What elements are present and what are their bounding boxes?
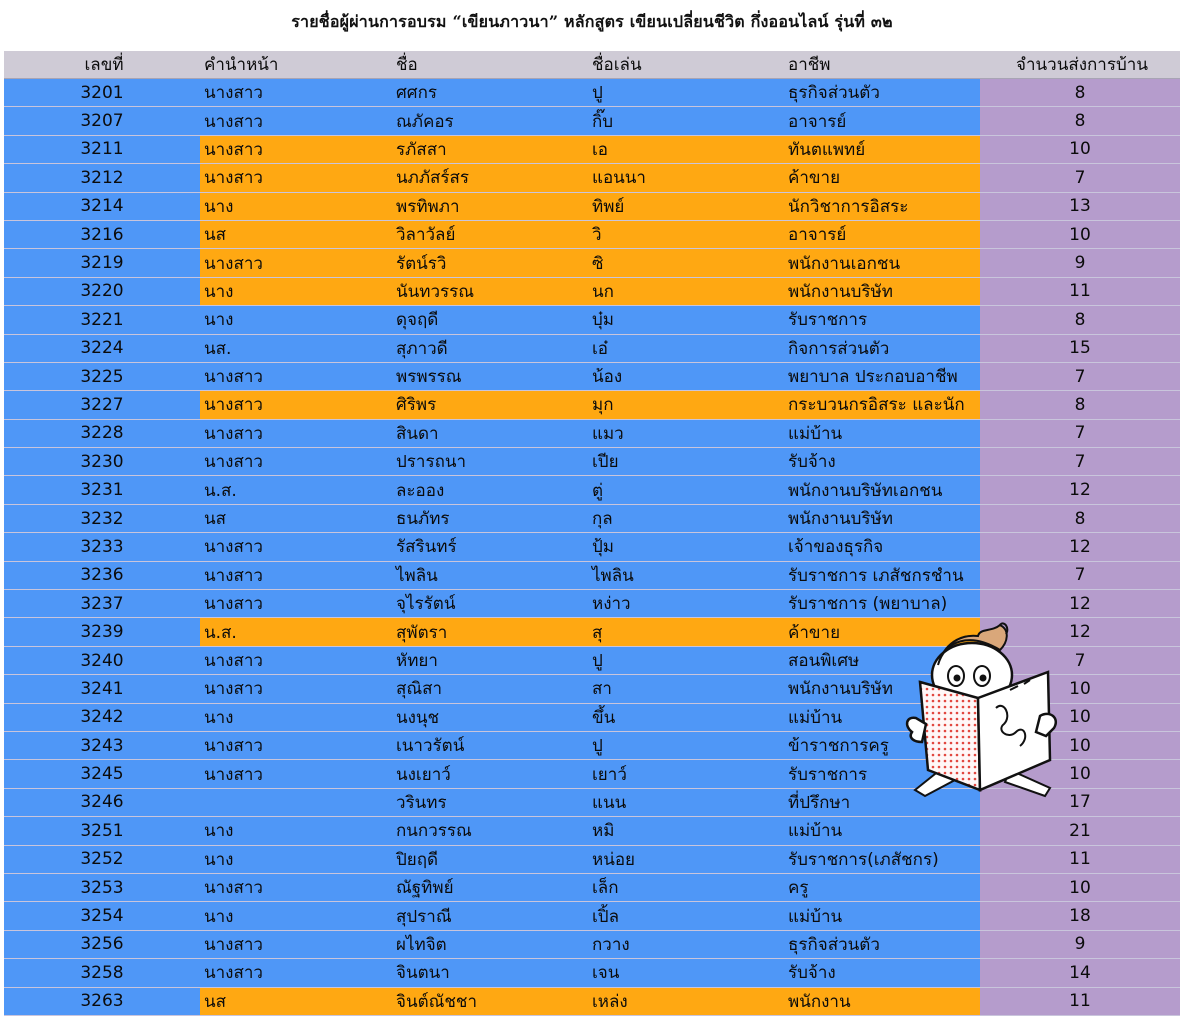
table-row[interactable] <box>4 845 1180 873</box>
cell-homework-count: 11 <box>980 277 1180 305</box>
cell-nickname: บุ๋ม <box>588 306 784 334</box>
cell-name: ไพลิน <box>392 561 588 589</box>
page-title: รายชื่อผู้ผ่านการอบรม “เขียนภาวนา” หลักสูตร เขียนเปลี่ยนชีวิต กึ่งออนไลน์ รุ่นที่ ๓๒ <box>291 12 893 31</box>
header-name[interactable]: ชื่อ <box>392 51 588 79</box>
cell-occupation: กระบวนกรอิสระ และนัก <box>784 391 980 419</box>
cell-occupation: แม่บ้าน <box>784 817 980 845</box>
cell-prefix: นางสาว <box>200 135 392 163</box>
cell-name: รภัสสา <box>392 135 588 163</box>
header-id[interactable]: เลขที่ <box>4 51 200 79</box>
cell-occupation: พนักงานบริษัทเอกชน <box>784 476 980 504</box>
cell-prefix: นางสาว <box>200 760 392 788</box>
cell-id: 3243 <box>4 731 200 759</box>
cell-occupation: ที่ปรึกษา <box>784 788 980 816</box>
cell-occupation: กิจการส่วนตัว <box>784 334 980 362</box>
cell-name: รัตน์รวิ <box>392 249 588 277</box>
cell-prefix: นางสาว <box>200 561 392 589</box>
cell-name: สินดา <box>392 419 588 447</box>
cell-prefix: นาง <box>200 703 392 731</box>
cell-id: 3212 <box>4 164 200 192</box>
table-row[interactable] <box>4 419 1180 447</box>
cell-name: กนกวรรณ <box>392 817 588 845</box>
cell-prefix: นาง <box>200 192 392 220</box>
cell-homework-count: 11 <box>980 845 1180 873</box>
cell-homework-count: 8 <box>980 107 1180 135</box>
cell-homework-count: 11 <box>980 987 1180 1015</box>
cell-prefix: นส <box>200 504 392 532</box>
cell-nickname: ปู <box>588 731 784 759</box>
cell-name: ละออง <box>392 476 588 504</box>
table-row[interactable] <box>4 79 1180 107</box>
cell-id: 3242 <box>4 703 200 731</box>
cell-homework-count: 7 <box>980 362 1180 390</box>
cell-nickname: เจน <box>588 959 784 987</box>
cell-nickname: เยาว์ <box>588 760 784 788</box>
cell-id: 3207 <box>4 107 200 135</box>
cell-name: พรทิพภา <box>392 192 588 220</box>
cell-homework-count: 7 <box>980 561 1180 589</box>
table-row[interactable] <box>4 391 1180 419</box>
cell-homework-count: 8 <box>980 391 1180 419</box>
cell-id: 3224 <box>4 334 200 362</box>
cell-homework-count: 7 <box>980 448 1180 476</box>
cell-nickname: หง่าว <box>588 590 784 618</box>
cell-name: ปิยฤดี <box>392 845 588 873</box>
table-row[interactable] <box>4 334 1180 362</box>
cell-name: สุณิสา <box>392 675 588 703</box>
cell-prefix: นาง <box>200 845 392 873</box>
cell-occupation: พนักงานบริษัท <box>784 277 980 305</box>
cell-prefix: นส <box>200 220 392 248</box>
cell-nickname: เอ <box>588 135 784 163</box>
participant-table <box>4 51 1180 1016</box>
cell-occupation: ค้าขาย <box>784 618 980 646</box>
cell-id: 3263 <box>4 987 200 1015</box>
cell-occupation: ธุรกิจส่วนตัว <box>784 79 980 107</box>
table-row[interactable] <box>4 902 1180 930</box>
cell-prefix: นางสาว <box>200 873 392 901</box>
cell-occupation: ครู <box>784 873 980 901</box>
table-row[interactable] <box>4 930 1180 958</box>
cell-prefix: นางสาว <box>200 249 392 277</box>
cell-occupation: ค้าขาย <box>784 164 980 192</box>
cell-id: 3240 <box>4 646 200 674</box>
cell-name: ธนภัทร <box>392 504 588 532</box>
table-row[interactable] <box>4 959 1180 987</box>
cell-nickname: ปุ้ม <box>588 533 784 561</box>
table-row[interactable] <box>4 504 1180 532</box>
cell-prefix: นาง <box>200 817 392 845</box>
cell-homework-count: 17 <box>980 788 1180 816</box>
cell-occupation: รับจ้าง <box>784 448 980 476</box>
cell-nickname: ขึ้น <box>588 703 784 731</box>
cell-homework-count: 9 <box>980 249 1180 277</box>
cell-name: ณภัคอร <box>392 107 588 135</box>
cell-id: 3231 <box>4 476 200 504</box>
cell-occupation: พนักงาน <box>784 987 980 1015</box>
cell-occupation: พนักงานเอกชน <box>784 249 980 277</box>
cell-prefix: นางสาว <box>200 675 392 703</box>
cell-homework-count: 12 <box>980 476 1180 504</box>
cell-occupation: รับจ้าง <box>784 959 980 987</box>
cell-nickname: เหล่ง <box>588 987 784 1015</box>
header-prefix[interactable]: คำนำหน้า <box>200 51 392 79</box>
cell-occupation: ทันตแพทย์ <box>784 135 980 163</box>
cell-id: 3233 <box>4 533 200 561</box>
cell-id: 3246 <box>4 788 200 816</box>
cell-nickname: ทิพย์ <box>588 192 784 220</box>
cell-prefix: นางสาว <box>200 164 392 192</box>
cell-nickname: ไพลิน <box>588 561 784 589</box>
table-row[interactable] <box>4 107 1180 135</box>
cell-occupation: อาจารย์ <box>784 220 980 248</box>
cell-nickname: สา <box>588 675 784 703</box>
cell-id: 3219 <box>4 249 200 277</box>
cell-name: ศิริพร <box>392 391 588 419</box>
cell-prefix: นางสาว <box>200 646 392 674</box>
cell-nickname: มุก <box>588 391 784 419</box>
cell-name: ปรารถนา <box>392 448 588 476</box>
cell-id: 3253 <box>4 873 200 901</box>
cell-id: 3228 <box>4 419 200 447</box>
cell-id: 3254 <box>4 902 200 930</box>
cell-nickname: วิ <box>588 220 784 248</box>
cell-prefix: นางสาว <box>200 959 392 987</box>
cell-occupation: รับราชการ (พยาบาล) <box>784 590 980 618</box>
cell-nickname: เปีย <box>588 448 784 476</box>
cell-id: 3241 <box>4 675 200 703</box>
cell-nickname: กวาง <box>588 930 784 958</box>
cell-nickname: ซิ <box>588 249 784 277</box>
cell-nickname: หมิ <box>588 817 784 845</box>
cell-homework-count: 8 <box>980 504 1180 532</box>
cell-homework-count: 18 <box>980 902 1180 930</box>
cell-prefix: นางสาว <box>200 731 392 759</box>
cell-homework-count: 10 <box>980 760 1180 788</box>
cell-name: วรินทร <box>392 788 588 816</box>
cell-prefix: นางสาว <box>200 391 392 419</box>
cell-name: เนาวรัตน์ <box>392 731 588 759</box>
cell-id: 3245 <box>4 760 200 788</box>
cell-occupation: รับราชการ <box>784 760 980 788</box>
cell-nickname: ปู <box>588 79 784 107</box>
cell-prefix: น.ส. <box>200 476 392 504</box>
cell-occupation: แม่บ้าน <box>784 703 980 731</box>
cell-name: ดุจฤดี <box>392 306 588 334</box>
cell-prefix: นาง <box>200 306 392 334</box>
cell-homework-count: 10 <box>980 135 1180 163</box>
table-row[interactable] <box>4 590 1180 618</box>
cell-prefix: น.ส. <box>200 618 392 646</box>
table-header-row <box>4 51 1180 79</box>
cell-homework-count: 7 <box>980 646 1180 674</box>
cell-name: จุไรรัตน์ <box>392 590 588 618</box>
reading-person-illustration <box>900 620 1070 800</box>
cell-id: 3225 <box>4 362 200 390</box>
cell-occupation: พนักงานบริษัท <box>784 504 980 532</box>
cell-id: 3220 <box>4 277 200 305</box>
cell-occupation: แม่บ้าน <box>784 902 980 930</box>
cell-occupation: แม่บ้าน <box>784 419 980 447</box>
header-occupation[interactable]: อาชีพ <box>784 51 980 79</box>
table-row[interactable] <box>4 135 1180 163</box>
cell-prefix: นางสาว <box>200 590 392 618</box>
cell-id: 3227 <box>4 391 200 419</box>
table-row[interactable] <box>4 533 1180 561</box>
cell-name: สุภาวดี <box>392 334 588 362</box>
cell-name: สุพัตรา <box>392 618 588 646</box>
cell-prefix: นางสาว <box>200 448 392 476</box>
cell-occupation: นักวิชาการอิสระ <box>784 192 980 220</box>
cell-prefix: นางสาว <box>200 419 392 447</box>
cell-id: 3258 <box>4 959 200 987</box>
cell-id: 3236 <box>4 561 200 589</box>
table-row[interactable] <box>4 448 1180 476</box>
table-row[interactable] <box>4 220 1180 248</box>
cell-prefix: นส <box>200 987 392 1015</box>
cell-occupation: พยาบาล ประกอบอาชีพ <box>784 362 980 390</box>
cell-id: 3256 <box>4 930 200 958</box>
cell-nickname: เปิ้ล <box>588 902 784 930</box>
cell-occupation: ข้าราชการครู <box>784 731 980 759</box>
cell-occupation: ธุรกิจส่วนตัว <box>784 930 980 958</box>
table-row[interactable] <box>4 362 1180 390</box>
table-row[interactable] <box>4 561 1180 589</box>
cell-name: สุปราณี <box>392 902 588 930</box>
cell-homework-count: 10 <box>980 731 1180 759</box>
table-row[interactable] <box>4 249 1180 277</box>
cell-id: 3216 <box>4 220 200 248</box>
cell-prefix: นางสาว <box>200 107 392 135</box>
cell-nickname: แอนนา <box>588 164 784 192</box>
cell-homework-count: 8 <box>980 306 1180 334</box>
cell-homework-count: 14 <box>980 959 1180 987</box>
cell-occupation: รับราชการ เภสัชกรชำน <box>784 561 980 589</box>
table-row[interactable] <box>4 277 1180 305</box>
cell-nickname: กิ๊บ <box>588 107 784 135</box>
cell-homework-count: 12 <box>980 618 1180 646</box>
header-nickname[interactable]: ชื่อเล่น <box>588 51 784 79</box>
cell-homework-count: 13 <box>980 192 1180 220</box>
cell-homework-count: 7 <box>980 419 1180 447</box>
cell-occupation: รับราชการ(เภสัชกร) <box>784 845 980 873</box>
cell-name: หัทยา <box>392 646 588 674</box>
table-row[interactable] <box>4 873 1180 901</box>
cell-id: 3232 <box>4 504 200 532</box>
cell-id: 3239 <box>4 618 200 646</box>
cell-nickname: หน่อย <box>588 845 784 873</box>
cell-prefix: นาง <box>200 277 392 305</box>
table-body <box>4 79 1180 1016</box>
cell-homework-count: 12 <box>980 533 1180 561</box>
cell-name: จินต์ณัชชา <box>392 987 588 1015</box>
table-row[interactable] <box>4 192 1180 220</box>
cell-name: นงเยาว์ <box>392 760 588 788</box>
cell-nickname: ปู <box>588 646 784 674</box>
cell-name: นันทวรรณ <box>392 277 588 305</box>
cell-occupation: อาจารย์ <box>784 107 980 135</box>
cell-name: รัสรินทร์ <box>392 533 588 561</box>
cell-homework-count: 12 <box>980 590 1180 618</box>
cell-occupation: พนักงานบริษัท <box>784 675 980 703</box>
cell-homework-count: 10 <box>980 220 1180 248</box>
cell-homework-count: 10 <box>980 873 1180 901</box>
cell-nickname: นก <box>588 277 784 305</box>
cell-name: ผไทจิต <box>392 930 588 958</box>
cell-id: 3221 <box>4 306 200 334</box>
table-row[interactable] <box>4 817 1180 845</box>
cell-name: วิลาวัลย์ <box>392 220 588 248</box>
cell-nickname: เล็ก <box>588 873 784 901</box>
table-row[interactable] <box>4 987 1180 1015</box>
header-homework-count[interactable]: จำนวนส่งการบ้าน <box>980 51 1180 79</box>
cell-occupation: สอนพิเศษ <box>784 646 980 674</box>
cell-id: 3230 <box>4 448 200 476</box>
cell-id: 3237 <box>4 590 200 618</box>
cell-prefix: นางสาว <box>200 930 392 958</box>
cell-nickname: ตู่ <box>588 476 784 504</box>
cell-occupation: เจ้าของธุรกิจ <box>784 533 980 561</box>
cell-nickname: น้อง <box>588 362 784 390</box>
cell-id: 3214 <box>4 192 200 220</box>
cell-id: 3201 <box>4 79 200 107</box>
cell-prefix <box>200 788 392 816</box>
table-row[interactable] <box>4 306 1180 334</box>
cell-name: จินตนา <box>392 959 588 987</box>
cell-homework-count: 7 <box>980 164 1180 192</box>
cell-nickname: กุล <box>588 504 784 532</box>
cell-name: ณัฐทิพย์ <box>392 873 588 901</box>
cell-homework-count: 15 <box>980 334 1180 362</box>
cell-prefix: นส. <box>200 334 392 362</box>
cell-homework-count: 10 <box>980 675 1180 703</box>
cell-prefix: นางสาว <box>200 362 392 390</box>
cell-name: นภภัสร์สร <box>392 164 588 192</box>
cell-homework-count: 10 <box>980 703 1180 731</box>
cell-id: 3252 <box>4 845 200 873</box>
cell-nickname: แนน <box>588 788 784 816</box>
cell-name: ศศกร <box>392 79 588 107</box>
cell-id: 3251 <box>4 817 200 845</box>
cell-occupation: รับราชการ <box>784 306 980 334</box>
cell-nickname: เอ๋ <box>588 334 784 362</box>
cell-nickname: แมว <box>588 419 784 447</box>
cell-homework-count: 9 <box>980 930 1180 958</box>
cell-nickname: สุ <box>588 618 784 646</box>
table-row[interactable] <box>4 164 1180 192</box>
cell-id: 3211 <box>4 135 200 163</box>
cell-prefix: นางสาว <box>200 79 392 107</box>
cell-name: นงนุช <box>392 703 588 731</box>
table-row[interactable] <box>4 476 1180 504</box>
cell-prefix: นาง <box>200 902 392 930</box>
cell-homework-count: 21 <box>980 817 1180 845</box>
cell-homework-count: 8 <box>980 79 1180 107</box>
cell-prefix: นางสาว <box>200 533 392 561</box>
cell-name: พรพรรณ <box>392 362 588 390</box>
